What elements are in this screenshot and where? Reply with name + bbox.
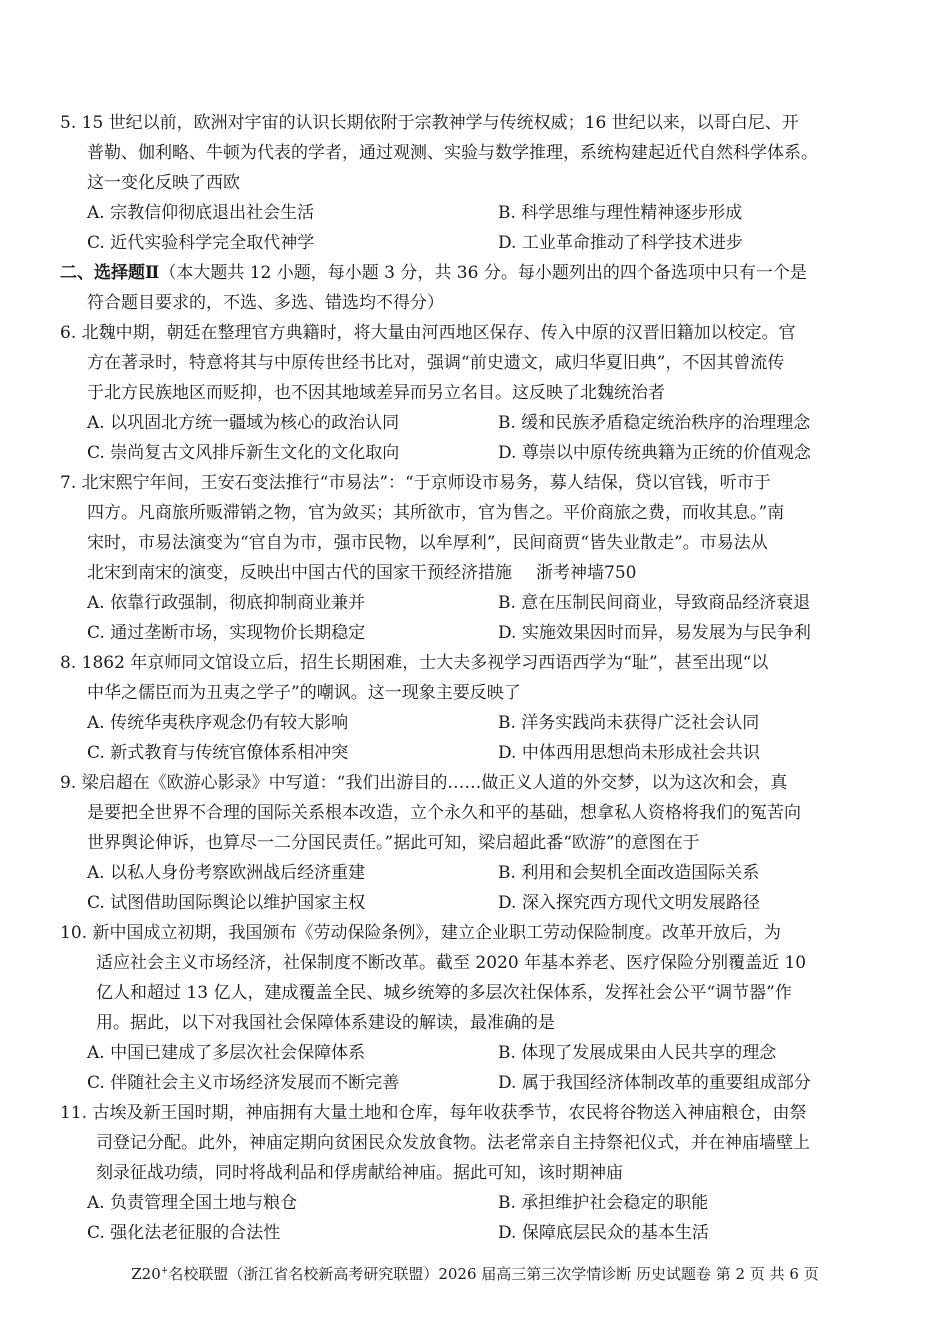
question-stem-line: 8. 1862 年京师同文馆设立后，招生长期困难，士大夫多视学习西语西学为“耻”，甚至出现“以 — [60, 653, 769, 673]
option-row — [60, 1188, 890, 1218]
footer-sup: + — [160, 1266, 169, 1276]
question-stem-line: 适应社会主义市场经济，社保制度不断改革。截至 2020 年基本养老、医疗保险分别覆盖近 10 — [96, 953, 807, 973]
option-d: D. 中体西用思想尚未形成社会共识 — [498, 743, 760, 763]
option-row — [60, 408, 890, 438]
question-stem-line: 方在著录时，特意将其与中原传世经书比对，强调“前史遗文，咸归华夏旧典”，不因其曾流传 — [87, 353, 785, 373]
question-10 — [60, 918, 890, 1098]
section-2-desc: （本大题共 12 小题，每小题 3 分，共 36 分。每小题列出的四个备选项中只有一个是 — [159, 263, 807, 283]
option-b: B. 科学思维与理性精神逐步形成 — [498, 203, 743, 223]
option-row — [60, 618, 890, 648]
question-stem-line: 普勒、伽利略、牛顿为代表的学者，通过观测、实验与数学推理，系统构建起近代自然科学体系。 — [87, 143, 818, 163]
option-b: B. 利用和会契机全面改造国际关系 — [498, 863, 760, 883]
option-a: A. 宗教信仰彻底退出社会生活 — [87, 203, 315, 223]
exam-content — [60, 108, 890, 1248]
question-8 — [60, 648, 890, 768]
question-11 — [60, 1098, 890, 1248]
option-c: C. 崇尚复古文风排斥新生文化的文化取向 — [87, 443, 400, 463]
question-stem-line: 7. 北宋熙宁年间，王安石变法推行“市易法”：“于京师设市易务，募人结保，贷以官钱，听市于 — [60, 473, 771, 493]
question-stem-text: 北宋到南宋的演变，反映出中国古代的国家干预经济措施 — [87, 563, 512, 583]
option-c: C. 伴随社会主义市场经济发展而不断完善 — [87, 1073, 400, 1093]
option-b: B. 洋务实践尚未获得广泛社会认同 — [498, 713, 760, 733]
question-7 — [60, 468, 890, 648]
option-c: C. 通过垄断市场，实现物价长期稳定 — [87, 623, 366, 643]
option-a: A. 传统华夷秩序观念仍有较大影响 — [87, 713, 349, 733]
option-d: D. 尊崇以中原传统典籍为正统的价值观念 — [498, 443, 811, 463]
question-stem-line: 司登记分配。此外，神庙定期向贫困民众发放食物。法老常亲自主持祭祀仪式，并在神庙墙壁上 — [96, 1133, 810, 1153]
question-stem-line: 中华之儒臣而为丑夷之学子”的嘲讽。这一现象主要反映了 — [87, 683, 521, 703]
question-stem-line: 6. 北魏中期，朝廷在整理官方典籍时，将大量由河西地区保存、传入中原的汉晋旧籍加以校定。官 — [60, 323, 796, 343]
option-a: A. 以私人身份考察欧洲战后经济重建 — [87, 863, 366, 883]
option-c: C. 试图借助国际舆论以维护国家主权 — [87, 893, 366, 913]
footer-prefix: Z20 — [131, 1265, 161, 1283]
page-footer — [0, 1260, 950, 1285]
question-stem-line — [60, 558, 890, 588]
option-row — [60, 228, 890, 258]
option-d: D. 深入探究西方现代文明发展路径 — [498, 893, 760, 913]
watermark-text: 浙考神墙750 — [536, 563, 637, 583]
question-9 — [60, 768, 890, 918]
question-stem-line: 四方。凡商旅所贩滞销之物，官为敛买；其所欲市，官为售之。平价商旅之费，而收其息。”南 — [87, 503, 785, 523]
question-stem-line: 世界舆论伸诉，也算尽一二分国民责任。”据此可知，梁启超此番“欧游”的意图在于 — [87, 833, 700, 853]
option-row — [60, 198, 890, 228]
question-stem-line: 11. 古埃及新王国时期，神庙拥有大量土地和仓库，每年收获季节，农民将谷物送入神庙粮仓，由祭 — [60, 1103, 807, 1123]
option-row — [60, 588, 890, 618]
option-d: D. 实施效果因时而异，易发展为与民争利 — [498, 623, 811, 643]
section-2-header — [60, 258, 890, 318]
option-d: D. 保障底层民众的基本生活 — [498, 1223, 709, 1243]
section-2-title: 二、选择题Ⅱ — [60, 263, 160, 283]
option-a: A. 依靠行政强制，彻底抑制商业兼并 — [87, 593, 366, 613]
option-a: A. 负责管理全国土地与粮仓 — [87, 1193, 298, 1213]
question-5 — [60, 108, 890, 258]
option-row — [60, 888, 890, 918]
question-stem-line: 于北方民族地区而贬抑，也不因其地域差异而另立名目。这反映了北魏统治者 — [87, 383, 665, 403]
question-6 — [60, 318, 890, 468]
section-2-line — [60, 258, 890, 288]
option-row — [60, 858, 890, 888]
option-b: B. 承担维护社会稳定的职能 — [498, 1193, 709, 1213]
option-row — [60, 438, 890, 468]
option-c: C. 强化法老征服的合法性 — [87, 1223, 281, 1243]
question-stem-line: 用。据此，以下对我国社会保障体系建设的解读，最准确的是 — [96, 1013, 555, 1033]
question-stem-line: 刻录征战功绩，同时将战利品和俘虏献给神庙。据此可知，该时期神庙 — [96, 1163, 623, 1183]
question-stem-line: 这一变化反映了西欧 — [87, 173, 240, 193]
footer-text: 名校联盟（浙江省名校新高考研究联盟）2026 届高三第三次学情诊断 历史试题卷 第 2 页 共 6 页 — [168, 1265, 819, 1283]
option-a: A. 以巩固北方统一疆域为核心的政治认同 — [87, 413, 400, 433]
question-stem-line: 5. 15 世纪以前，欧洲对宇宙的认识长期依附于宗教神学与传统权威；16 世纪以来，以哥白尼、开 — [60, 113, 799, 133]
option-d: D. 属于我国经济体制改革的重要组成部分 — [498, 1073, 811, 1093]
section-2-desc-cont: 符合题目要求的，不选、多选、错选均不得分） — [87, 293, 444, 313]
option-row — [60, 1218, 890, 1248]
question-stem-line: 10. 新中国成立初期，我国颁布《劳动保险条例》，建立企业职工劳动保险制度。改革开放后，为 — [60, 923, 781, 943]
option-row — [60, 738, 890, 768]
option-d: D. 工业革命推动了科学技术进步 — [498, 233, 743, 253]
question-stem-line: 9. 梁启超在《欧游心影录》中写道：“我们出游目的……做正义人道的外交梦，以为这次和会，真 — [60, 773, 788, 793]
question-stem-line: 宋时，市易法演变为“官自为市，强市民物，以牟厚利”，民间商贾“皆失业散走”。市易法从 — [87, 533, 768, 553]
option-b: B. 意在压制民间商业，导致商品经济衰退 — [498, 593, 811, 613]
option-b: B. 缓和民族矛盾稳定统治秩序的治理理念 — [498, 413, 811, 433]
option-a: A. 中国已建成了多层次社会保障体系 — [87, 1043, 366, 1063]
question-stem-line: 亿人和超过 13 亿人，建成覆盖全民、城乡统筹的多层次社保体系，发挥社会公平“调节器”作 — [96, 983, 792, 1003]
option-c: C. 近代实验科学完全取代神学 — [87, 233, 315, 253]
question-stem-line: 是要把全世界不合理的国际关系根本改造，立个永久和平的基础，想拿私人资格将我们的冤苦向 — [87, 803, 801, 823]
option-c: C. 新式教育与传统官僚体系相冲突 — [87, 743, 349, 763]
option-row — [60, 1038, 890, 1068]
option-row — [60, 1068, 890, 1098]
option-row — [60, 708, 890, 738]
option-b: B. 体现了发展成果由人民共享的理念 — [498, 1043, 777, 1063]
